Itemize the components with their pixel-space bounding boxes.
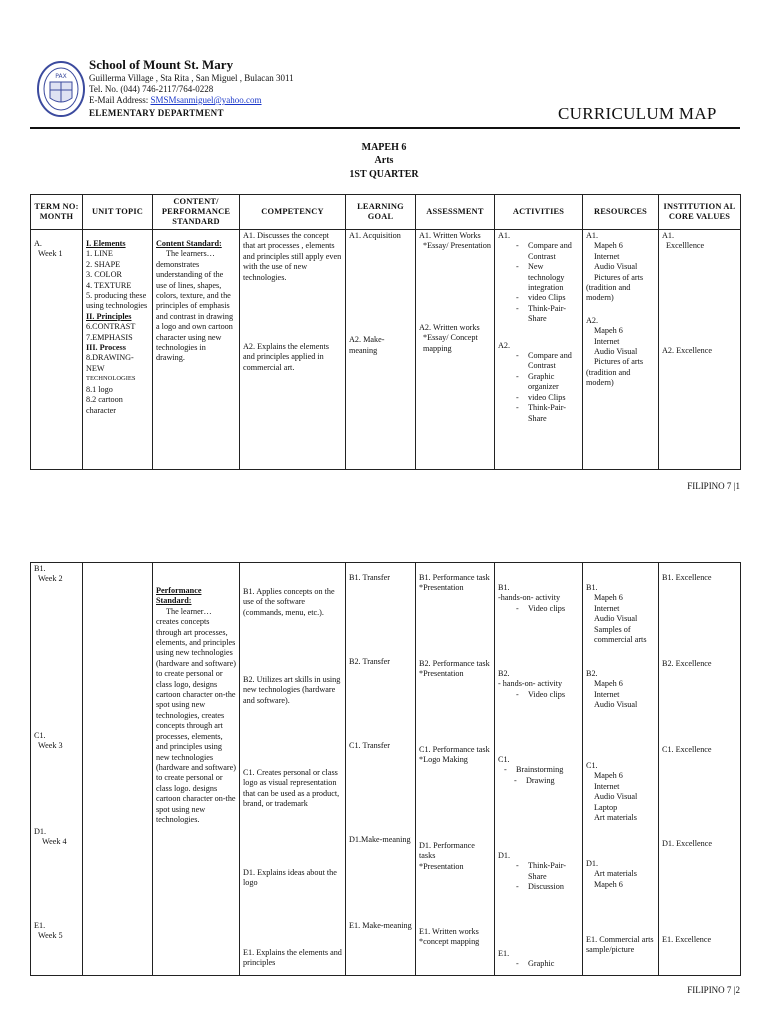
resource-item: Audio Visual (594, 700, 638, 710)
core-values-cell (659, 563, 741, 976)
unit-item: 4. TEXTURE (86, 280, 132, 290)
learning-goal-item: E1. Make-meaning (349, 921, 412, 930)
assessment-detail: *Presentation (419, 583, 464, 593)
activities-cell (495, 230, 583, 470)
resource-item: Mapeh 6 (594, 879, 623, 889)
resource-item: Internet (594, 336, 620, 346)
core-value-item: Excelllence (666, 241, 705, 251)
resources-cell (583, 563, 659, 976)
term-label: D1. (34, 827, 47, 836)
resource-item: Audio Visual (594, 262, 638, 272)
resource-item: Internet (594, 781, 620, 791)
unit-item: 3. COLOR (86, 270, 122, 280)
assessment-item: C1. Performance task (419, 745, 490, 754)
activities-label: B1. (498, 583, 510, 592)
activity-item: - Think-Pair-Share (528, 403, 579, 424)
activity-item: - hands-on- activity (498, 679, 563, 689)
resources-label: B1. (586, 583, 598, 592)
core-value-item: D1. Excellence (662, 839, 713, 848)
competency-item: A2. Explains the elements and principles applied in commercial art. (243, 342, 329, 372)
seal-lettering: PAX (55, 73, 67, 80)
department-label: ELEMENTARY DEPARTMENT (89, 108, 224, 118)
resource-item: Internet (594, 603, 620, 613)
table-row (31, 230, 741, 470)
competency-cell (240, 563, 346, 976)
unit-item: 1. LINE (86, 249, 113, 259)
quarter-title: 1ST QUARTER (349, 169, 419, 180)
resource-item: Pictures of arts (594, 357, 644, 367)
unit-heading-principles: II. Principles (86, 311, 132, 321)
learning-goal-cell (346, 230, 416, 470)
unit-item: 6.CONTRAST (86, 322, 136, 332)
resources-label: A2. (586, 315, 599, 325)
activity-item: - Drawing (526, 776, 579, 786)
resources-label: B2. (586, 669, 598, 678)
resource-item: Laptop (594, 802, 618, 812)
learning-goal-item: B2. Transfer (349, 657, 390, 666)
resources-label: D1. (586, 859, 599, 868)
resources-label: A1. (586, 231, 599, 240)
assessment-item: B1. Performance task (419, 573, 490, 582)
assessment-detail: *Essay/ Presentation (423, 241, 491, 251)
unit-item: 8.1 logo (86, 384, 113, 394)
activity-item: - Brainstorming (516, 765, 579, 775)
competency-item: E1. Explains the elements and principles (243, 948, 342, 968)
unit-item: 2. SHAPE (86, 259, 121, 269)
header-assessment: ASSESSMENT (416, 195, 495, 230)
assessment-item: B2. Performance task (419, 659, 490, 668)
resource-item: Samples of commercial arts (594, 624, 647, 645)
resource-item: Mapeh 6 (594, 593, 623, 603)
header-activities: ACTIVITIES (495, 195, 583, 230)
assessment-detail: *concept mapping (419, 937, 480, 947)
assessment-item: A1. Written Works (419, 231, 481, 240)
activity-item: - Graphic (528, 959, 579, 969)
assessment-cell (416, 563, 495, 976)
competency-item: B1. Applies concepts on the use of the software (commands, menu, etc.). (243, 587, 335, 617)
assessment-detail: *Presentation (419, 669, 464, 679)
resource-item: Art materials (594, 869, 637, 879)
activity-item: - Compare and Contrast (528, 241, 579, 262)
term-week: Week 3 (38, 741, 63, 751)
resource-item: Audio Visual (594, 347, 638, 357)
unit-item: 7.EMPHASIS (86, 332, 133, 342)
resource-item: sample/picture (586, 945, 635, 955)
term-label: A. (34, 239, 42, 248)
activities-label: C1. (498, 755, 510, 764)
school-telephone: Tel. No. (044) 746-2117/764-0228 (89, 84, 214, 94)
activities-label: E1. (498, 949, 510, 958)
header-competency: COMPETENCY (240, 195, 346, 230)
curriculum-table-page1 (30, 194, 741, 470)
resource-item: Mapeh 6 (594, 771, 623, 781)
competency-item: A1. Discusses the concept that art processes , elements and principles still apply even with the use of new technologies. (243, 231, 342, 282)
component-title: Arts (374, 155, 394, 166)
term-label: E1. (34, 921, 46, 930)
resource-item: (tradition and modern) (586, 283, 631, 303)
learning-goal-item: C1. Transfer (349, 741, 390, 750)
learning-goal-item: A1. Acquisition (349, 231, 401, 240)
document-title: CURRICULUM MAP (558, 104, 717, 123)
resource-item: (tradition and modern) (586, 367, 631, 388)
assessment-detail: *Logo Making (419, 755, 468, 765)
unit-item: 8.2 cartoon character (86, 395, 123, 415)
assessment-cell (416, 230, 495, 470)
activity-item: - Think-Pair-Share (528, 304, 579, 325)
content-standard-cell (153, 563, 240, 976)
email-label: E-Mail Address: (89, 95, 149, 105)
content-standard-cell (153, 230, 240, 470)
resource-item: Art materials (594, 813, 637, 823)
header-resources: RESOURCES (583, 195, 659, 230)
resource-item: Mapeh 6 (594, 326, 623, 336)
assessment-detail: *Presentation (419, 861, 464, 871)
resources-label: E1. Commercial arts (586, 935, 654, 944)
assessment-detail: *Essay/ Concept mapping (423, 333, 478, 353)
activity-item: - Graphic organizer (528, 372, 579, 393)
header-unit-topic: UNIT TOPIC (83, 195, 153, 230)
unit-heading-elements: I. Elements (86, 239, 126, 248)
header-divider (30, 127, 740, 129)
learning-goal-item: D1.Make-meaning (349, 835, 411, 844)
activities-cell (495, 563, 583, 976)
content-standard-title: Content Standard: (156, 239, 222, 248)
resources-cell (583, 230, 659, 470)
header-learning-goal: LEARNING GOAL (346, 195, 416, 230)
school-email-line (89, 95, 262, 106)
activities-label: B2. (498, 669, 510, 678)
page-footer-1: FILIPINO 7 |1 (687, 481, 740, 491)
unit-item: 5. producing these using technologies (86, 291, 148, 311)
term-cell (31, 563, 83, 976)
competency-item: B2. Utilizes art skills in using new technologies (hardware and software). (243, 675, 341, 705)
school-seal-logo (36, 60, 86, 118)
activity-item: - video Clips (528, 393, 579, 403)
unit-item: TECHNOLOGIES (86, 375, 136, 383)
competency-cell (240, 230, 346, 470)
core-value-item: C1. Excellence (662, 745, 712, 754)
unit-topic-cell (83, 230, 153, 470)
assessment-item: D1. Performance tasks (419, 841, 475, 861)
performance-standard-title: Performance Standard: (156, 586, 202, 606)
activity-item: -hands-on- activity (498, 593, 561, 603)
core-value-item: E1. Excellence (662, 935, 712, 944)
page-footer-2: FILIPINO 7 |2 (687, 985, 740, 995)
table-row (31, 563, 741, 976)
content-standard-text: The learners… demonstrates understanding of the use of lines, shapes, colors, texture, and the principles of emphasis and contrast in drawing a logo and own cartoon character using new technologies in drawing. (156, 249, 234, 363)
core-value-item: A2. Excellence (662, 345, 713, 355)
resource-item: Mapeh 6 (594, 679, 623, 689)
activity-item: - Discussion (528, 882, 579, 892)
core-value-item: B1. Excellence (662, 573, 712, 582)
learning-goal-item: B1. Transfer (349, 573, 390, 582)
school-address: Guillerma Village , Sta Rita , San Miguel , Bulacan 3011 (89, 73, 294, 83)
term-week: Week 2 (38, 574, 63, 584)
activity-item: - Think-Pair-Share (528, 861, 579, 882)
resource-item: Audio Visual (594, 792, 638, 802)
learning-goal-item: A2. Make-meaning (349, 335, 385, 355)
resources-label: C1. (586, 761, 598, 770)
term-label: C1. (34, 731, 46, 740)
unit-item: 8.DRAWING-NEW (86, 353, 134, 373)
term-cell (31, 230, 83, 470)
term-week: Week 1 (38, 249, 63, 259)
core-value-item: B2. Excellence (662, 659, 712, 668)
activity-item: - Video clips (528, 690, 579, 700)
performance-standard-text: The learner… creates concepts through art processes, elements, and principles using new technologies (hardware and software) to create personal or class logo, designs cartoon character on-the spot using new technologies, creates concepts through art processes, elements, and principles using new technologies (hardware and software) to create personal or class logo. designs cartoon character on-the spot using new technologies. (156, 606, 237, 824)
activity-item: - Video clips (528, 604, 579, 614)
competency-item: D1. Explains ideas about the logo (243, 868, 337, 888)
term-week: Week 5 (38, 931, 63, 941)
term-label: B1. (34, 564, 46, 573)
header-content-standard: CONTENT/ PERFORMANCE STANDARD (153, 195, 240, 230)
table-header-row (31, 195, 741, 230)
header-core-values: INSTITUTION AL CORE VALUES (659, 195, 741, 230)
resource-item: Internet (594, 689, 620, 699)
header-term: TERM NO: MONTH (31, 195, 83, 230)
activities-label: D1. (498, 851, 511, 860)
activities-label: A1. (498, 231, 511, 240)
core-value-label: A1. (662, 231, 675, 240)
term-week: Week 4 (42, 837, 67, 847)
resource-item: Mapeh 6 (594, 241, 623, 251)
activity-item: - video Clips (528, 293, 579, 303)
assessment-item: A2. Written works (419, 322, 480, 332)
core-values-cell (659, 230, 741, 470)
unit-topic-cell (83, 563, 153, 976)
unit-heading-process: III. Process (86, 343, 126, 353)
resource-item: Internet (594, 251, 620, 261)
curriculum-table-page2 (30, 562, 741, 976)
email-link[interactable]: SMSMsanmiguel@yahoo.com (150, 95, 262, 105)
activity-item: - New technology integration (528, 262, 579, 293)
resource-item: Pictures of arts (594, 272, 644, 282)
learning-goal-cell (346, 563, 416, 976)
school-name: School of Mount St. Mary (89, 57, 234, 72)
assessment-item: E1. Written works (419, 927, 479, 936)
subject-title: MAPEH 6 (361, 142, 407, 153)
resource-item: Audio Visual (594, 614, 638, 624)
activity-item: - Compare and Contrast (528, 351, 579, 372)
competency-item: C1. Creates personal or class logo as visual representation that can be used as a product, brand, or trademark (243, 768, 340, 809)
activities-label: A2. (498, 340, 511, 350)
